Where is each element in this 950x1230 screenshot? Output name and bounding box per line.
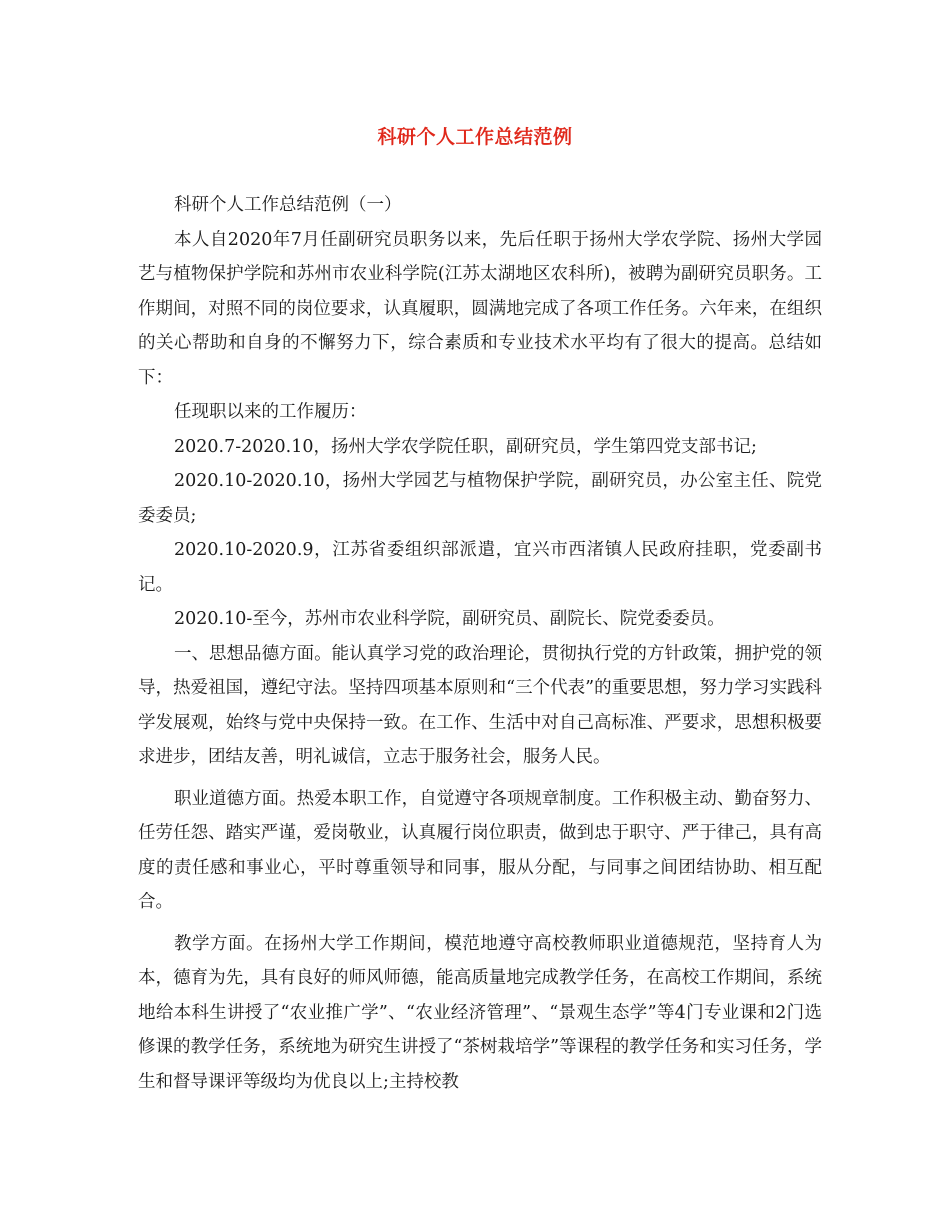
intro-paragraph: 本人自2020年7月任副研究员职务以来，先后任职于扬州大学农学院、扬州大学园艺与植物保护学院和苏州市农业科学院(江苏太湖地区农科所)，被聘为副研究员职务。工作期间，对照不同的岗位要求，认真履职，圆满地完成了各项工作任务。六年来，在组织的关心帮助和自身的不懈努力下，综合素质和专业技术水平均有了很大的提高。总结如下：	[138, 229, 822, 388]
resume-item: 2020.7-2020.10，扬州大学农学院任职，副研究员，学生第四党支部书记;	[174, 436, 757, 457]
resume-item: 2020.10-2020.10，扬州大学园艺与植物保护学院，副研究员，办公室主任、院党委委员;	[138, 471, 822, 526]
resume-heading: 任现职以来的工作履历：	[174, 402, 367, 422]
document-title: 科研个人工作总结范例	[377, 126, 573, 148]
ideology-paragraph: 一、思想品德方面。能认真学习党的政治理论，贯彻执行党的方针政策，拥护党的领导，热爱祖国，遵纪守法。坚持四项基本原则和“三个代表”的重要思想，努力学习实践科学发展观，始终与党中央保持一致。在工作、生活中对自己高标准、严要求，思想积极要求进步，团结友善，明礼诚信，立志于服务社会，服务人民。	[138, 643, 822, 767]
section-heading: 科研个人工作总结范例（一）	[174, 195, 402, 215]
resume-item: 2020.10-至今，苏州市农业科学院，副研究员、副院长、院党委委员。	[174, 609, 725, 629]
ethics-paragraph: 职业道德方面。热爱本职工作，自觉遵守各项规章制度。工作积极主动、勤奋努力、任劳任怨、踏实严谨，爱岗敬业，认真履行岗位职责，做到忠于职守、严于律己，具有高度的责任感和事业心，平时尊重领导和同事，服从分配，与同事之间团结协助、相互配合。	[138, 788, 822, 912]
document-body	[138, 188, 822, 1099]
resume-item: 2020.10-2020.9，江苏省委组织部派遣，宜兴市西渚镇人民政府挂职，党委副书记。	[138, 540, 822, 595]
teaching-paragraph: 教学方面。在扬州大学工作期间，模范地遵守高校教师职业道德规范，坚持育人为本，德育为先，具有良好的师风师德，能高质量地完成教学任务，在高校工作期间，系统地给本科生讲授了“农业推广学”、“农业经济管理”、“景观生态学”等4门专业课和2门选修课的教学任务，系统地为研究生讲授了“茶树栽培学”等课程的教学任务和实习任务，学生和督导课评等级均为优良以上;主持校教	[138, 933, 822, 1092]
